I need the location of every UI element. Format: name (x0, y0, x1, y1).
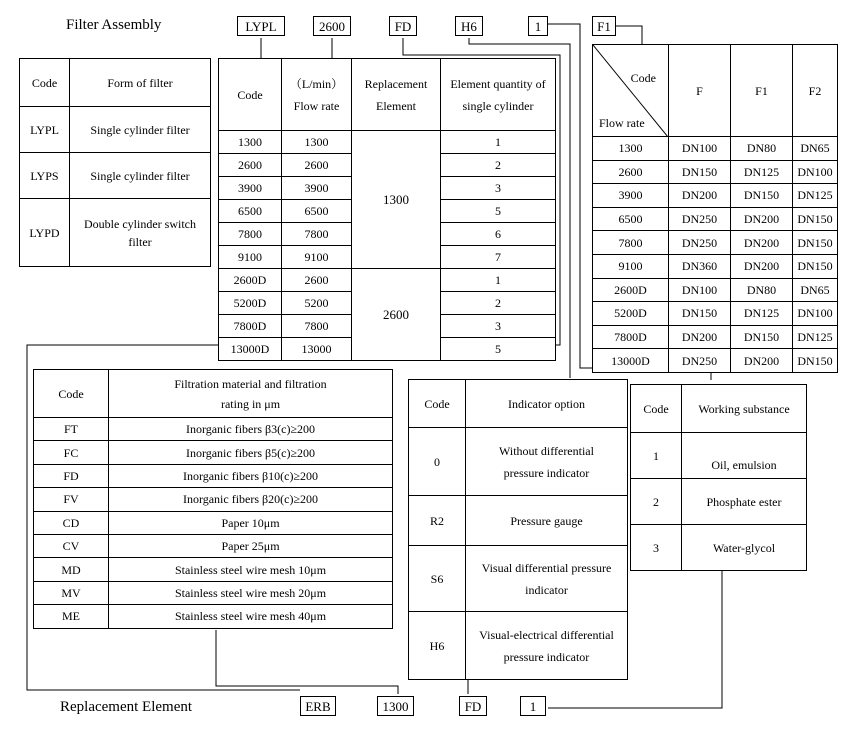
material-header-code: Code (34, 370, 109, 418)
material-code: FV (34, 488, 109, 511)
connection-size: DN125 (793, 325, 838, 349)
code-box-1: 1 (528, 16, 548, 36)
connection-size: DN65 (793, 278, 838, 302)
flow-rate: 2600 (282, 269, 352, 292)
table-row (34, 418, 393, 441)
flow-rate: 7800 (282, 223, 352, 246)
form-header-code: Code (20, 59, 70, 107)
connection-size: DN125 (793, 184, 838, 208)
table-row (34, 464, 393, 487)
material-code: FD (34, 464, 109, 487)
form-name: Double cylinder switch filter (70, 199, 211, 267)
connection-size: DN150 (669, 160, 731, 184)
connection-size: DN150 (793, 207, 838, 231)
flow-rate: 3900 (282, 177, 352, 200)
code-box-erb: ERB (300, 696, 336, 716)
connection-header-diagonal (593, 45, 669, 137)
table-row (593, 184, 838, 208)
table-row (409, 612, 628, 680)
connection-size: DN250 (669, 207, 731, 231)
element-qty: 5 (441, 200, 556, 223)
connection-size: DN125 (731, 302, 793, 326)
table-row (34, 534, 393, 557)
flow-rate: 7800 (282, 315, 352, 338)
table-row (219, 131, 556, 154)
table-row (631, 479, 807, 525)
table-row (593, 137, 838, 161)
material-desc: Stainless steel wire mesh 10μm (109, 558, 393, 581)
indicator-header-code: Code (409, 380, 466, 428)
connection-flow-code: 6500 (593, 207, 669, 231)
flow-code: 2600 (219, 154, 282, 177)
indicator-table (408, 379, 628, 680)
connection-size: DN150 (731, 325, 793, 349)
form-code: LYPD (20, 199, 70, 267)
substance-name: Phosphate ester (682, 479, 807, 525)
material-code: FT (34, 418, 109, 441)
connection-size: DN360 (669, 254, 731, 278)
material-code: CD (34, 511, 109, 534)
element-qty: 2 (441, 154, 556, 177)
substance-code: 3 (631, 525, 682, 571)
indicator-desc: Without differential pressure indicator (466, 428, 628, 496)
connection-size: DN150 (793, 254, 838, 278)
connection-flow-code: 2600D (593, 278, 669, 302)
material-desc: Inorganic fibers β5(c)≥200 (109, 441, 393, 464)
flow-code: 13000D (219, 338, 282, 361)
form-table (19, 58, 211, 267)
flow-rate: 13000 (282, 338, 352, 361)
table-row (631, 525, 807, 571)
table-row (593, 254, 838, 278)
substance-name: Oil, emulsion (682, 433, 807, 479)
table-row (34, 441, 393, 464)
connection-body (593, 137, 838, 373)
code-box-h6: H6 (455, 16, 483, 36)
material-body (34, 418, 393, 629)
connection-header-code: Code (630, 71, 656, 85)
connection-flow-code: 5200D (593, 302, 669, 326)
flow-code: 3900 (219, 177, 282, 200)
substance-name: Water-glycol (682, 525, 807, 571)
code-box-2600: 2600 (313, 16, 351, 36)
code-box-1-bottom: 1 (520, 696, 546, 716)
replacement-group: 1300 (352, 131, 441, 269)
flow-code: 5200D (219, 292, 282, 315)
indicator-code: 0 (409, 428, 466, 496)
flow-code: 1300 (219, 131, 282, 154)
material-desc: Stainless steel wire mesh 20μm (109, 581, 393, 604)
connection-size: DN150 (669, 302, 731, 326)
connection-flow-code: 2600 (593, 160, 669, 184)
connection-size: DN65 (793, 137, 838, 161)
connection-size: DN80 (731, 278, 793, 302)
substance-code: 1 (631, 433, 682, 479)
indicator-code: S6 (409, 546, 466, 612)
flow-header-replacement: Replacement Element (352, 59, 441, 131)
connection-header-f1: F1 (731, 45, 793, 137)
form-code: LYPS (20, 153, 70, 199)
table-row (409, 546, 628, 612)
flow-rate: 1300 (282, 131, 352, 154)
connection-size: DN200 (669, 325, 731, 349)
code-box-fd-bottom: FD (459, 696, 487, 716)
material-code: MV (34, 581, 109, 604)
table-row (219, 269, 556, 292)
flow-table (218, 58, 556, 361)
material-table (33, 369, 393, 629)
connection-header-f2: F2 (793, 45, 838, 137)
material-desc: Stainless steel wire mesh 40μm (109, 605, 393, 628)
form-name: Single cylinder filter (70, 107, 211, 153)
substance-header-code: Code (631, 385, 682, 433)
material-desc: Paper 10μm (109, 511, 393, 534)
connection-header-f: F (669, 45, 731, 137)
connection-size: DN100 (669, 137, 731, 161)
connection-flow-code: 1300 (593, 137, 669, 161)
material-code: CV (34, 534, 109, 557)
table-row (34, 488, 393, 511)
element-qty: 6 (441, 223, 556, 246)
table-row (593, 349, 838, 373)
flow-header-quantity: Element quantity of single cylinder (441, 59, 556, 131)
flow-code: 7800 (219, 223, 282, 246)
flow-code: 7800D (219, 315, 282, 338)
flow-code: 6500 (219, 200, 282, 223)
material-desc: Inorganic fibers β3(c)≥200 (109, 418, 393, 441)
connection-flow-code: 9100 (593, 254, 669, 278)
flow-code: 9100 (219, 246, 282, 269)
table-row (593, 278, 838, 302)
material-desc: Inorganic fibers β20(c)≥200 (109, 488, 393, 511)
table-row (631, 433, 807, 479)
table-row (409, 428, 628, 496)
connection-header-flow: Flow rate (599, 116, 645, 130)
element-qty: 2 (441, 292, 556, 315)
filter-assembly-heading: Filter Assembly (66, 17, 162, 33)
table-row (34, 558, 393, 581)
flow-rate: 6500 (282, 200, 352, 223)
connection-size: DN80 (731, 137, 793, 161)
connection-table (592, 44, 838, 373)
connection-size: DN100 (793, 160, 838, 184)
table-row (20, 199, 211, 267)
connection-flow-code: 7800D (593, 325, 669, 349)
flow-rate-label: Flow rate (293, 98, 340, 113)
table-row (593, 160, 838, 184)
element-qty: 3 (441, 315, 556, 338)
connection-size: DN200 (731, 231, 793, 255)
table-row (593, 231, 838, 255)
material-code: ME (34, 605, 109, 628)
connection-size: DN100 (669, 278, 731, 302)
connection-size: DN200 (731, 207, 793, 231)
connection-size: DN200 (731, 349, 793, 373)
flow-unit-label: （L/min） (289, 76, 344, 91)
flow-header-code: Code (219, 59, 282, 131)
connection-size: DN125 (731, 160, 793, 184)
connection-size: DN200 (669, 184, 731, 208)
element-qty: 7 (441, 246, 556, 269)
connection-flow-code: 13000D (593, 349, 669, 373)
replacement-element-heading: Replacement Element (60, 699, 193, 715)
element-qty: 1 (441, 131, 556, 154)
connection-size: DN200 (731, 254, 793, 278)
substance-table (630, 384, 807, 571)
substance-header-name: Working substance (682, 385, 807, 433)
form-name: Single cylinder filter (70, 153, 211, 199)
connection-size: DN150 (793, 349, 838, 373)
connection-size: DN250 (669, 349, 731, 373)
connection-size: DN100 (793, 302, 838, 326)
connection-flow-code: 7800 (593, 231, 669, 255)
table-row (593, 302, 838, 326)
material-code: FC (34, 441, 109, 464)
material-code: MD (34, 558, 109, 581)
table-row (34, 511, 393, 534)
table-row (593, 207, 838, 231)
flow-code: 2600D (219, 269, 282, 292)
code-box-f1: F1 (592, 16, 616, 36)
indicator-desc: Visual-electrical differential pressure indicator (466, 612, 628, 680)
substance-code: 2 (631, 479, 682, 525)
code-box-1300: 1300 (377, 696, 414, 716)
element-qty: 3 (441, 177, 556, 200)
indicator-header-option: Indicator option (466, 380, 628, 428)
connection-size: DN250 (669, 231, 731, 255)
element-qty: 1 (441, 269, 556, 292)
element-qty: 5 (441, 338, 556, 361)
table-row (34, 605, 393, 628)
flow-rate: 5200 (282, 292, 352, 315)
replacement-group: 2600 (352, 269, 441, 361)
flow-header-flow (282, 59, 352, 131)
code-box-fd: FD (389, 16, 417, 36)
table-row (34, 581, 393, 604)
flow-rate: 9100 (282, 246, 352, 269)
form-code: LYPL (20, 107, 70, 153)
connection-size: DN150 (793, 231, 838, 255)
material-desc: Inorganic fibers β10(c)≥200 (109, 464, 393, 487)
table-row (593, 325, 838, 349)
connection-size: DN150 (731, 184, 793, 208)
indicator-code: R2 (409, 496, 466, 546)
form-header-form: Form of filter (70, 59, 211, 107)
material-desc: Paper 25μm (109, 534, 393, 557)
table-row (20, 153, 211, 199)
indicator-code: H6 (409, 612, 466, 680)
material-header-desc: Filtration material and filtration rating in μm (109, 370, 393, 418)
table-row (20, 107, 211, 153)
flow-rate: 2600 (282, 154, 352, 177)
table-row (409, 496, 628, 546)
indicator-desc: Visual differential pressure indicator (466, 546, 628, 612)
indicator-desc: Pressure gauge (466, 496, 628, 546)
connection-flow-code: 3900 (593, 184, 669, 208)
code-box-lypl: LYPL (237, 16, 285, 36)
